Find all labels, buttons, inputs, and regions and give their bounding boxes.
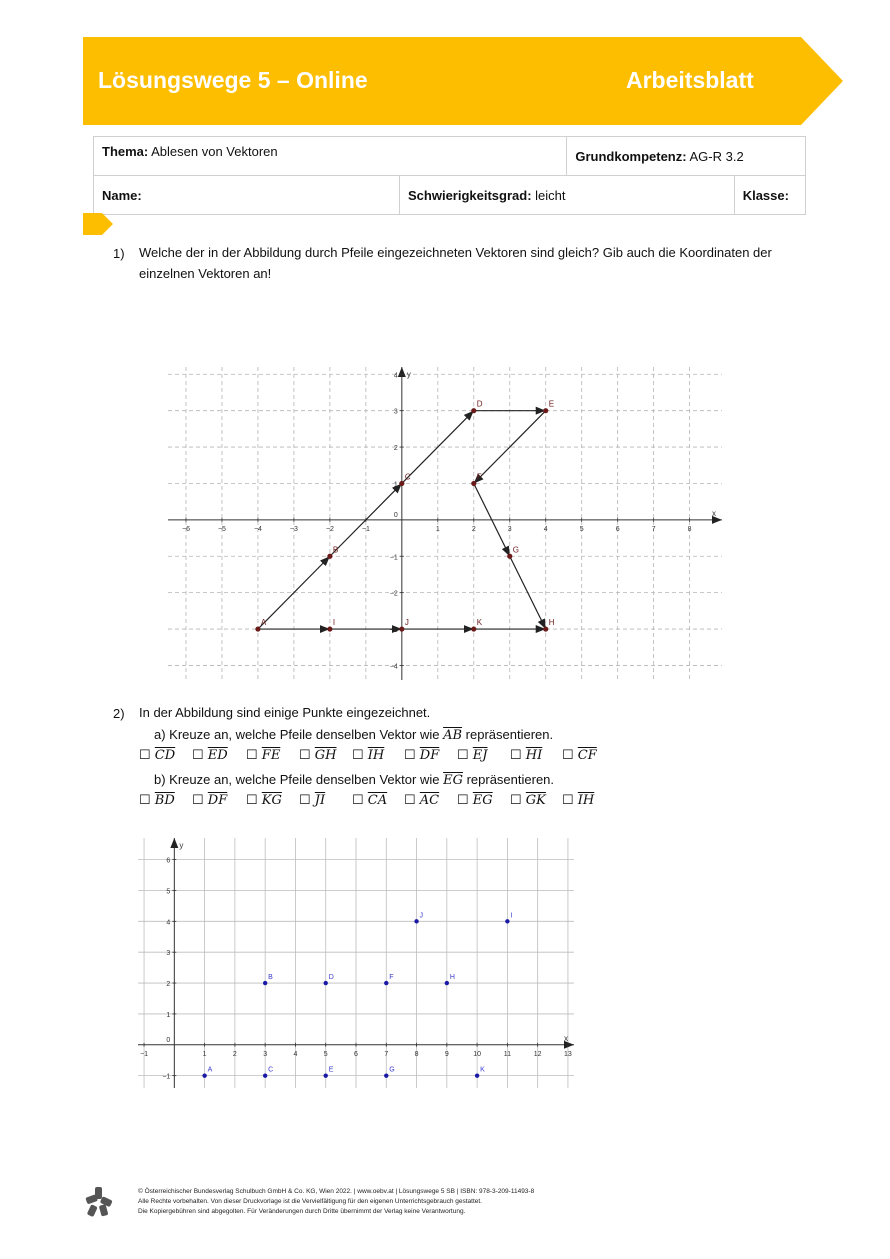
q2-b-option-gk[interactable] [510, 793, 546, 808]
y-tick-label: 4 [166, 919, 171, 927]
checkbox-icon[interactable]: ☐ [246, 748, 262, 763]
x-tick-label: −1 [140, 1050, 149, 1058]
y-tick-label: 3 [166, 950, 171, 958]
checkbox-icon[interactable]: ☐ [457, 793, 473, 808]
x-axis-label: x [564, 1033, 568, 1043]
vector-label: $\overline{HI}$ [525, 748, 543, 763]
q2-b-option-bd[interactable] [139, 793, 175, 808]
q1-line1: Welche der in der Abbildung durch Pfeile eingezeichneten Vektoren sind gleich? Gib auch die Koordinaten der [139, 245, 772, 260]
y-tick-label: −2 [389, 590, 398, 598]
vector-label: $\overline{CF}$ [577, 748, 597, 763]
point-label-d: D [328, 974, 334, 982]
x-tick-label: 3 [507, 525, 512, 533]
point-label-e: E [548, 399, 555, 409]
q2-b-line [154, 769, 554, 791]
x-tick-label: 2 [471, 525, 476, 533]
name-label: Name: [102, 187, 142, 203]
point-label-k: K [480, 1066, 485, 1074]
point-label-a: A [207, 1066, 213, 1074]
point-label-e: E [328, 1066, 334, 1074]
y-tick-label: −3 [389, 627, 398, 635]
q2-b-option-ji[interactable] [299, 793, 325, 808]
point-label-a: A [260, 618, 267, 628]
x-tick-label: 6 [354, 1050, 358, 1058]
x-tick-label: −1 [361, 525, 370, 533]
vector-label: $\overline{DF}$ [419, 748, 440, 763]
q2-b-option-eg[interactable] [457, 793, 493, 808]
vector-label: $\overline{GH}$ [314, 748, 337, 763]
point-j [414, 919, 418, 923]
checkbox-icon[interactable]: ☐ [404, 793, 420, 808]
thema-cell [94, 137, 567, 176]
point-label-k: K [476, 618, 483, 628]
footer-line1: © Österreichischer Bundesverlag Schulbuch GmbH & Co. KG, Wien 2022. | www.oebv.at | Lösungswege 5 SB | ISBN: 978-3-209-11493-8 [138, 1188, 535, 1195]
q2-a-line [154, 724, 553, 746]
point-i [505, 919, 509, 923]
info-table [93, 136, 806, 215]
q1-text [139, 242, 819, 284]
x-tick-label: 5 [323, 1050, 328, 1058]
schwierigkeit-value: leicht [535, 187, 566, 203]
q2-a-option-ih[interactable] [352, 748, 384, 763]
q2-a-option-ed[interactable] [192, 748, 228, 763]
q2-a-suffix: repräsentieren. [465, 727, 554, 742]
q2-b-suffix: repräsentieren. [466, 772, 555, 787]
x-tick-label: 5 [579, 525, 584, 533]
vector-label: $\overline{DF}$ [207, 793, 228, 808]
checkbox-icon[interactable]: ☐ [510, 793, 526, 808]
q2-intro: In der Abbildung sind einige Punkte eingezeichnet. [139, 705, 431, 720]
name-cell [94, 176, 400, 215]
q2-a-vector: $\overline{AB}$ [443, 728, 463, 743]
x-tick-label: 7 [384, 1050, 389, 1058]
point-c [263, 1073, 267, 1077]
point-d [324, 981, 328, 985]
x-tick-label: −3 [289, 525, 298, 533]
point-i [327, 626, 332, 631]
vector-label: $\overline{FE}$ [261, 748, 281, 763]
point-g [384, 1073, 388, 1077]
x-tick-label: 7 [651, 525, 656, 533]
point-label-b: B [268, 974, 273, 982]
y-tick-label: 3 [393, 408, 398, 416]
checkbox-icon[interactable]: ☐ [246, 793, 262, 808]
schwierigkeit-label: Schwierigkeitsgrad: [408, 187, 532, 203]
footer [138, 1187, 534, 1217]
x-tick-label: 12 [533, 1050, 542, 1058]
klasse-label: Klasse: [742, 187, 789, 203]
y-tick-label: 4 [393, 372, 398, 380]
point-f [471, 481, 476, 486]
point-b [327, 554, 332, 559]
point-label-c: C [268, 1066, 274, 1074]
q2-a-option-cf[interactable] [562, 748, 597, 763]
point-g [507, 554, 512, 559]
checkbox-icon[interactable]: ☐ [562, 793, 578, 808]
header-banner [83, 37, 843, 125]
klasse-cell [734, 176, 805, 215]
publisher-logo-icon [84, 1185, 114, 1217]
kompetenz-cell [567, 137, 806, 176]
x-tick-label: −6 [181, 525, 190, 533]
x-tick-label: −5 [217, 525, 226, 533]
checkbox-icon[interactable]: ☐ [404, 748, 420, 763]
page-title: Lösungswege 5 – Online [98, 67, 368, 93]
checkbox-icon[interactable]: ☐ [562, 748, 578, 763]
footer-line3: Die Kopiergebühren sind abgegolten. Für Veränderungen durch Dritte übernimmt der Verlag keine Verantwortung. [138, 1208, 466, 1215]
q2-a-prefix: a) Kreuze an, welche Pfeile denselben Vektor wie [154, 727, 440, 742]
point-label-g: G [389, 1066, 395, 1074]
point-label-h: H [449, 974, 455, 982]
vector-label: $\overline{CA}$ [367, 793, 388, 808]
y-tick-label: 6 [166, 857, 171, 865]
y-axis-label: y [179, 841, 184, 850]
q1-line2: einzelnen Vektoren an! [139, 266, 272, 281]
point-h [445, 981, 449, 985]
x-tick-label: 11 [503, 1050, 512, 1058]
point-label-b: B [332, 545, 339, 555]
x-tick-label: −4 [253, 525, 262, 533]
vector-label: $\overline{JI}$ [314, 793, 326, 808]
vector-label: $\overline{IH}$ [577, 793, 595, 808]
x-tick-label: 8 [687, 525, 692, 533]
q2-b-option-ac[interactable] [404, 793, 439, 808]
vector-label: $\overline{ED}$ [207, 748, 228, 763]
q1-number: 1) [113, 246, 125, 261]
origin-label: 0 [393, 511, 398, 519]
point-b [263, 981, 267, 985]
q2-a-option-fe[interactable] [246, 748, 280, 763]
y-tick-label: −1 [389, 554, 398, 562]
checkbox-icon[interactable]: ☐ [139, 793, 155, 808]
y-axis-label: y [406, 370, 411, 379]
q2-a-option-hi[interactable] [510, 748, 542, 763]
y-tick-label: −1 [162, 1073, 171, 1081]
x-tick-label: 1 [435, 525, 440, 533]
point-label-i: I [332, 618, 336, 628]
checkbox-icon[interactable]: ☐ [352, 748, 368, 763]
tab-marker [83, 213, 113, 235]
y-tick-label: 2 [166, 981, 171, 989]
q2-b-option-ca[interactable] [352, 793, 387, 808]
vector-label: $\overline{IH}$ [367, 748, 385, 763]
point-k [475, 1073, 479, 1077]
x-tick-label: 4 [543, 525, 548, 533]
checkbox-icon[interactable]: ☐ [139, 748, 155, 763]
x-tick-label: 13 [564, 1050, 572, 1058]
x-tick-label: 6 [615, 525, 620, 533]
checkbox-icon[interactable]: ☐ [299, 793, 315, 808]
vector-label: $\overline{CD}$ [154, 748, 176, 763]
checkbox-icon[interactable]: ☐ [352, 793, 368, 808]
thema-label: Thema: [102, 144, 149, 159]
vector-label: $\overline{AC}$ [419, 793, 440, 808]
vector-label: $\overline{EG}$ [472, 793, 493, 808]
x-axis-label: x [712, 508, 716, 518]
point-label-g: G [512, 545, 519, 555]
point-label-f: F [476, 472, 482, 482]
kompetenz-value: AG-R 3.2 [689, 148, 744, 164]
kompetenz-label: Grundkompetenz: [575, 148, 687, 164]
vector-label: $\overline{GK}$ [525, 793, 546, 808]
schwierigkeit-cell [400, 176, 735, 215]
y-tick-label: −4 [389, 663, 398, 671]
x-tick-label: 8 [414, 1050, 419, 1058]
point-f [384, 981, 388, 985]
q2-b-vector: $\overline{EG}$ [443, 773, 463, 788]
q2-b-option-kg[interactable] [246, 793, 282, 808]
x-tick-label: 9 [444, 1050, 449, 1058]
point-e [543, 408, 548, 413]
q2-a-option-ej[interactable] [457, 748, 488, 763]
x-tick-label: 2 [232, 1050, 237, 1058]
point-label-i: I [510, 912, 513, 920]
point-label-f: F [389, 974, 394, 982]
vector-label: $\overline{KG}$ [261, 793, 282, 808]
footer-line2: Alle Rechte vorbehalten. Von dieser Druckvorlage ist die Vervielfältigung für den eigenen Unterrichtsgebrauch gestattet. [138, 1198, 482, 1205]
y-tick-label: 1 [166, 1011, 171, 1019]
q2-b-option-ih[interactable] [562, 793, 594, 808]
x-tick-label: −2 [325, 525, 334, 533]
checkbox-icon[interactable]: ☐ [457, 748, 473, 763]
thema-value: Ablesen von Vektoren [151, 144, 278, 159]
checkbox-icon[interactable]: ☐ [299, 748, 315, 763]
vector-label: $\overline{EJ}$ [472, 748, 488, 763]
q2-a-option-cd[interactable] [139, 748, 175, 763]
point-label-j: J [404, 618, 409, 628]
point-a [202, 1073, 206, 1077]
y-tick-label: 1 [393, 481, 398, 489]
q2-a-option-df[interactable] [404, 748, 439, 763]
q2-b-option-df[interactable] [192, 793, 227, 808]
point-label-h: H [548, 618, 555, 628]
point-label-j: J [419, 912, 424, 920]
origin-label: 0 [166, 1036, 171, 1044]
point-h [543, 626, 548, 631]
x-tick-label: 1 [202, 1050, 207, 1058]
point-d [471, 408, 476, 413]
point-label-d: D [476, 399, 483, 409]
checkbox-icon[interactable]: ☐ [192, 793, 208, 808]
point-e [324, 1073, 328, 1077]
vector-chart [168, 367, 722, 680]
q2-b-prefix: b) Kreuze an, welche Pfeile denselben Vektor wie [154, 772, 440, 787]
point-c [399, 481, 404, 486]
point-label-c: C [404, 472, 411, 482]
point-j [399, 626, 404, 631]
point-a [255, 626, 260, 631]
checkbox-icon[interactable]: ☐ [192, 748, 208, 763]
y-tick-label: 5 [166, 888, 171, 896]
points-chart [138, 838, 574, 1088]
x-tick-label: 3 [263, 1050, 268, 1058]
document-type: Arbeitsblatt [626, 67, 754, 93]
x-tick-label: 10 [473, 1050, 482, 1058]
y-tick-label: 2 [393, 445, 398, 453]
x-tick-label: 4 [293, 1050, 298, 1058]
q2-number: 2) [113, 706, 125, 721]
q2-a-option-gh[interactable] [299, 748, 337, 763]
point-k [471, 626, 476, 631]
vector-label: $\overline{BD}$ [154, 793, 175, 808]
checkbox-icon[interactable]: ☐ [510, 748, 526, 763]
